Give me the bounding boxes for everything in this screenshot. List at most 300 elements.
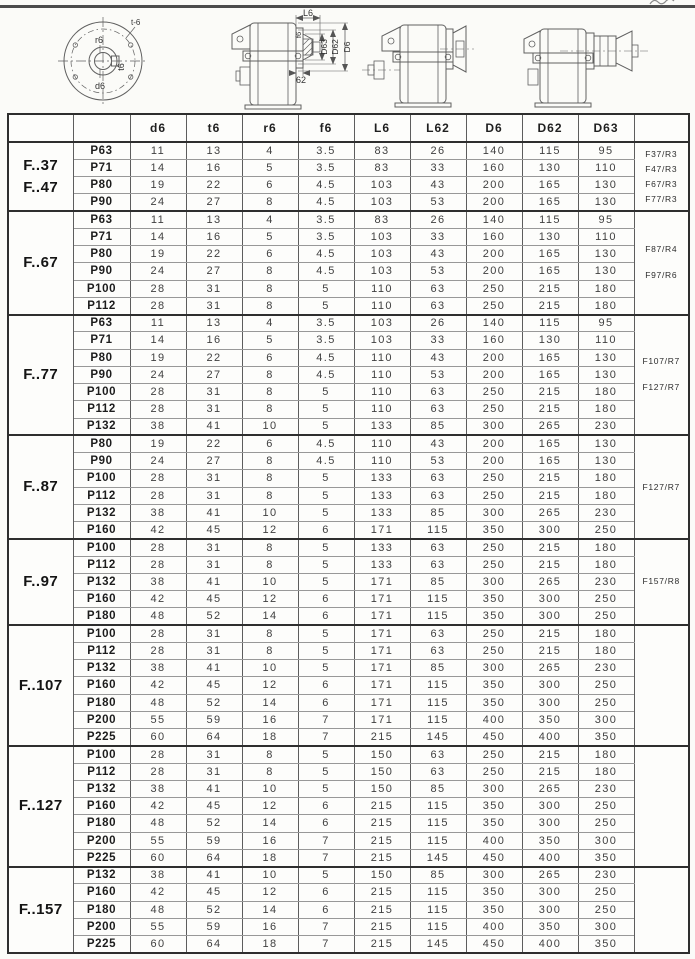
- dimension-value: 8: [242, 194, 298, 211]
- dimension-value: 48: [130, 694, 186, 711]
- table-row: [8, 901, 689, 918]
- dimension-value: 8: [242, 625, 298, 642]
- dimension-value: 215: [522, 746, 578, 763]
- table-row: [8, 194, 689, 211]
- dimension-value: 4.5: [298, 435, 354, 452]
- motor-size-label: P112: [73, 297, 130, 314]
- dimension-value: 28: [130, 487, 186, 504]
- flange-ref: F37/R3: [645, 148, 678, 159]
- dimension-value: 300: [522, 901, 578, 918]
- dimension-value: 26: [410, 211, 466, 228]
- table-row: [8, 729, 689, 746]
- dimension-value: 215: [522, 297, 578, 314]
- table-row: [8, 539, 689, 556]
- table-row: [8, 263, 689, 280]
- table-row: [8, 884, 689, 901]
- dimension-value: 350: [522, 832, 578, 849]
- dimension-table-wrap: [7, 113, 688, 954]
- dimension-value: 59: [186, 832, 242, 849]
- group-label: [8, 315, 73, 436]
- dimension-value: 350: [522, 711, 578, 728]
- motor-size-label: P225: [73, 849, 130, 866]
- motor-size-label: P71: [73, 228, 130, 245]
- motor-size-label: P90: [73, 366, 130, 383]
- dimension-value: 115: [410, 901, 466, 918]
- dimension-value: 6: [298, 591, 354, 608]
- flange-ref: F97/R6: [645, 270, 678, 281]
- dimension-value: 53: [410, 194, 466, 211]
- dimension-value: 6: [298, 798, 354, 815]
- dimension-value: 350: [466, 677, 522, 694]
- table-row: [8, 228, 689, 245]
- dimension-value: 250: [466, 746, 522, 763]
- dimension-value: 11: [130, 315, 186, 332]
- dimension-value: 130: [578, 246, 634, 263]
- motor-size-label: P132: [73, 867, 130, 884]
- dimension-value: 63: [410, 297, 466, 314]
- dimension-value: 27: [186, 194, 242, 211]
- dimension-value: 180: [578, 401, 634, 418]
- dimension-value: 8: [242, 556, 298, 573]
- dimension-value: 103: [354, 177, 410, 194]
- column-header: f6: [298, 114, 354, 142]
- dimension-value: 171: [354, 573, 410, 590]
- table-row: [8, 522, 689, 539]
- dimension-value: 6: [298, 677, 354, 694]
- dimension-value: 31: [186, 746, 242, 763]
- dimension-value: 5: [298, 401, 354, 418]
- dimension-value: 4: [242, 315, 298, 332]
- dimension-value: 130: [578, 349, 634, 366]
- dimension-value: 31: [186, 642, 242, 659]
- dimension-value: 59: [186, 918, 242, 935]
- dimension-value: 53: [410, 263, 466, 280]
- motor-size-label: P112: [73, 763, 130, 780]
- dimension-value: 18: [242, 849, 298, 866]
- dim-label-d63: D63: [319, 39, 329, 55]
- dimension-value: 38: [130, 573, 186, 590]
- motor-size-label: P160: [73, 884, 130, 901]
- motor-size-label: P180: [73, 901, 130, 918]
- dimension-value: 130: [578, 435, 634, 452]
- dimension-value: 160: [466, 332, 522, 349]
- dimension-value: 250: [466, 642, 522, 659]
- dimension-value: 165: [522, 453, 578, 470]
- dimension-value: 8: [242, 453, 298, 470]
- dimension-value: 171: [354, 522, 410, 539]
- group-label-line: F..67: [23, 253, 59, 271]
- table-row: [8, 815, 689, 832]
- dimension-value: 6: [242, 177, 298, 194]
- dimension-value: 150: [354, 763, 410, 780]
- dimension-value: 4.5: [298, 349, 354, 366]
- dimension-value: 250: [466, 539, 522, 556]
- dimension-value: 63: [410, 487, 466, 504]
- dimension-value: 5: [298, 504, 354, 521]
- dimension-value: 110: [354, 366, 410, 383]
- dimension-value: 28: [130, 280, 186, 297]
- dimension-value: 250: [466, 763, 522, 780]
- flange-ref: F127/R7: [642, 382, 680, 393]
- dimension-value: 215: [522, 401, 578, 418]
- dimension-value: 250: [466, 625, 522, 642]
- motor-size-label: P160: [73, 591, 130, 608]
- dimension-value: 5: [242, 228, 298, 245]
- dimension-value: 165: [522, 435, 578, 452]
- dimension-value: 115: [410, 591, 466, 608]
- dimension-value: 200: [466, 366, 522, 383]
- dimension-value: 53: [410, 366, 466, 383]
- flange-label-r6: r6: [95, 35, 104, 45]
- dimension-value: 12: [242, 798, 298, 815]
- dimension-value: 41: [186, 504, 242, 521]
- dimension-value: 28: [130, 297, 186, 314]
- flange-ref-list: [634, 142, 689, 211]
- dimension-value: 265: [522, 780, 578, 797]
- dimension-value: 110: [578, 332, 634, 349]
- dimension-value: 350: [578, 729, 634, 746]
- table-row: [8, 677, 689, 694]
- dimension-value: 265: [522, 504, 578, 521]
- dimension-value: 64: [186, 729, 242, 746]
- dimension-value: 16: [242, 918, 298, 935]
- dimension-value: 180: [578, 470, 634, 487]
- column-header: [73, 114, 130, 142]
- dimension-value: 63: [410, 470, 466, 487]
- dimension-value: 63: [410, 401, 466, 418]
- dimension-value: 3.5: [298, 159, 354, 176]
- dimension-value: 5: [298, 539, 354, 556]
- dimension-value: 300: [522, 884, 578, 901]
- dimension-value: 11: [130, 142, 186, 159]
- dimension-value: 350: [466, 591, 522, 608]
- dimension-value: 265: [522, 418, 578, 435]
- dimension-value: 171: [354, 711, 410, 728]
- dimension-value: 133: [354, 504, 410, 521]
- table-row: [8, 660, 689, 677]
- dimension-value: 6: [298, 884, 354, 901]
- dimension-value: 14: [242, 694, 298, 711]
- table-row: [8, 418, 689, 435]
- dimension-value: 31: [186, 763, 242, 780]
- dimension-value: 140: [466, 211, 522, 228]
- dimension-value: 180: [578, 746, 634, 763]
- dimension-value: 8: [242, 746, 298, 763]
- dimension-value: 85: [410, 573, 466, 590]
- dimension-value: 63: [410, 763, 466, 780]
- motor-size-label: P132: [73, 504, 130, 521]
- dimension-value: 150: [354, 780, 410, 797]
- dimension-value: 250: [466, 384, 522, 401]
- dimension-value: 3.5: [298, 211, 354, 228]
- dimension-value: 10: [242, 418, 298, 435]
- table-row: [8, 763, 689, 780]
- dimension-value: 16: [186, 159, 242, 176]
- dimension-value: 215: [354, 815, 410, 832]
- dimension-value: 400: [522, 936, 578, 954]
- column-header: L6: [354, 114, 410, 142]
- dimension-value: 14: [130, 159, 186, 176]
- dimension-value: 5: [298, 556, 354, 573]
- dimension-value: 14: [242, 901, 298, 918]
- dimension-value: 103: [354, 263, 410, 280]
- dimension-value: 4.5: [298, 246, 354, 263]
- dimension-value: 171: [354, 677, 410, 694]
- dimension-value: 350: [522, 918, 578, 935]
- dimension-value: 45: [186, 522, 242, 539]
- dimension-value: 41: [186, 780, 242, 797]
- dimension-value: 14: [130, 228, 186, 245]
- motor-size-label: P132: [73, 660, 130, 677]
- table-row: [8, 487, 689, 504]
- dimension-value: 31: [186, 539, 242, 556]
- flange-ref: F87/R4: [645, 244, 678, 255]
- motor-size-label: P225: [73, 936, 130, 954]
- motor-size-label: P100: [73, 625, 130, 642]
- motor-size-label: P80: [73, 435, 130, 452]
- dimension-value: 52: [186, 815, 242, 832]
- motor-size-label: P90: [73, 194, 130, 211]
- table-row: [8, 642, 689, 659]
- table-row: [8, 297, 689, 314]
- table-row: [8, 918, 689, 935]
- dimension-value: 180: [578, 642, 634, 659]
- dimension-value: 165: [522, 366, 578, 383]
- dimension-value: 400: [522, 729, 578, 746]
- dimension-value: 215: [522, 384, 578, 401]
- dimension-value: 19: [130, 177, 186, 194]
- dimension-value: 22: [186, 435, 242, 452]
- dimension-value: 130: [578, 453, 634, 470]
- flange-front-view-drawing: [58, 17, 148, 105]
- dimension-value: 12: [242, 884, 298, 901]
- dimension-value: 115: [410, 798, 466, 815]
- dimension-value: 42: [130, 591, 186, 608]
- dimension-value: 63: [410, 556, 466, 573]
- motor-size-label: P180: [73, 815, 130, 832]
- dimension-value: 43: [410, 177, 466, 194]
- dimension-value: 110: [354, 384, 410, 401]
- dimension-value: 28: [130, 539, 186, 556]
- motor-size-label: P112: [73, 401, 130, 418]
- dimension-value: 31: [186, 297, 242, 314]
- dimension-value: 110: [354, 435, 410, 452]
- dimension-value: 43: [410, 349, 466, 366]
- table-row: [8, 177, 689, 194]
- dimension-value: 215: [522, 539, 578, 556]
- dimension-value: 10: [242, 573, 298, 590]
- dimension-value: 38: [130, 867, 186, 884]
- flange-ref: F107/R7: [642, 356, 680, 367]
- motor-size-label: P90: [73, 453, 130, 470]
- dimension-value: 350: [466, 694, 522, 711]
- dimension-value: 215: [354, 832, 410, 849]
- dimension-value: 215: [522, 280, 578, 297]
- dimension-value: 52: [186, 901, 242, 918]
- dimension-value: 33: [410, 332, 466, 349]
- motor-size-label: P225: [73, 729, 130, 746]
- dimension-value: 41: [186, 867, 242, 884]
- dimension-value: 55: [130, 918, 186, 935]
- dimension-value: 450: [466, 729, 522, 746]
- dimension-value: 27: [186, 263, 242, 280]
- dimension-value: 64: [186, 849, 242, 866]
- dimension-value: 85: [410, 780, 466, 797]
- dimension-value: 300: [522, 522, 578, 539]
- dimension-value: 83: [354, 211, 410, 228]
- dimension-value: 28: [130, 556, 186, 573]
- dimension-value: 115: [410, 815, 466, 832]
- dimension-value: 5: [298, 746, 354, 763]
- dimension-value: 133: [354, 418, 410, 435]
- dimension-value: 300: [522, 591, 578, 608]
- group-label-line: F..97: [23, 573, 59, 590]
- group-label: [8, 746, 73, 867]
- motor-size-label: P200: [73, 918, 130, 935]
- dimension-value: 450: [466, 936, 522, 954]
- dim-label-d62: D62: [330, 39, 340, 55]
- dimension-value: 230: [578, 660, 634, 677]
- dimension-value: 133: [354, 487, 410, 504]
- column-header: D62: [522, 114, 578, 142]
- dim-label-l6: L6: [302, 9, 314, 18]
- dimension-value: 4.5: [298, 453, 354, 470]
- dimension-value: 59: [186, 711, 242, 728]
- motor-size-label: P160: [73, 522, 130, 539]
- dimension-value: 4.5: [298, 194, 354, 211]
- dimension-value: 6: [242, 435, 298, 452]
- dimension-value: 200: [466, 435, 522, 452]
- dimension-value: 60: [130, 936, 186, 954]
- dim-label-l62: 62: [295, 75, 307, 85]
- dimension-value: 5: [298, 384, 354, 401]
- motor-size-label: P63: [73, 211, 130, 228]
- dimension-value: 115: [410, 522, 466, 539]
- dimension-value: 103: [354, 332, 410, 349]
- dimension-value: 180: [578, 556, 634, 573]
- dimension-value: 28: [130, 384, 186, 401]
- table-row: [8, 211, 689, 228]
- dimension-value: 8: [242, 297, 298, 314]
- dimension-value: 31: [186, 625, 242, 642]
- dimension-value: 4.5: [298, 263, 354, 280]
- dimension-value: 250: [466, 297, 522, 314]
- dimension-value: 200: [466, 349, 522, 366]
- dimension-value: 215: [522, 556, 578, 573]
- dimension-value: 7: [298, 729, 354, 746]
- dimension-value: 95: [578, 142, 634, 159]
- dimension-value: 18: [242, 936, 298, 954]
- dimension-value: 230: [578, 780, 634, 797]
- dimension-value: 215: [354, 729, 410, 746]
- dimension-value: 83: [354, 142, 410, 159]
- dimension-value: 45: [186, 884, 242, 901]
- dimension-value: 130: [578, 177, 634, 194]
- dimension-value: 42: [130, 522, 186, 539]
- dimension-value: 5: [298, 763, 354, 780]
- dimension-value: 300: [466, 418, 522, 435]
- column-header: t6: [186, 114, 242, 142]
- column-header: [8, 114, 73, 142]
- table-row: [8, 470, 689, 487]
- flange-callout-label: t-6: [131, 18, 141, 27]
- table-row: [8, 746, 689, 763]
- dimension-value: 110: [354, 349, 410, 366]
- dimension-value: 24: [130, 263, 186, 280]
- dimension-value: 38: [130, 504, 186, 521]
- dimension-value: 300: [466, 504, 522, 521]
- dimension-value: 350: [466, 901, 522, 918]
- column-header: r6: [242, 114, 298, 142]
- dimension-value: 63: [410, 625, 466, 642]
- dimension-value: 45: [186, 677, 242, 694]
- dimension-value: 31: [186, 470, 242, 487]
- dimension-value: 53: [410, 453, 466, 470]
- dimension-value: 130: [522, 159, 578, 176]
- dimension-value: 103: [354, 246, 410, 263]
- dimension-value: 3.5: [298, 332, 354, 349]
- motor-size-label: P63: [73, 315, 130, 332]
- dimension-value: 10: [242, 780, 298, 797]
- dimension-value: 110: [354, 297, 410, 314]
- motor-size-label: P132: [73, 780, 130, 797]
- dimension-value: 115: [522, 211, 578, 228]
- dimension-value: 150: [354, 867, 410, 884]
- table-row: [8, 159, 689, 176]
- dimension-value: 85: [410, 504, 466, 521]
- dimension-value: 31: [186, 556, 242, 573]
- dimension-value: 230: [578, 418, 634, 435]
- dimension-value: 95: [578, 315, 634, 332]
- dimension-value: 8: [242, 642, 298, 659]
- dimension-value: 22: [186, 177, 242, 194]
- dimension-value: 115: [522, 315, 578, 332]
- dimension-value: 8: [242, 263, 298, 280]
- dimension-value: 38: [130, 418, 186, 435]
- motor-size-label: P132: [73, 573, 130, 590]
- dimension-value: 26: [410, 142, 466, 159]
- table-row: [8, 573, 689, 590]
- dimension-value: 4: [242, 211, 298, 228]
- motor-size-label: P132: [73, 418, 130, 435]
- dimension-value: 200: [466, 263, 522, 280]
- dimension-value: 115: [410, 711, 466, 728]
- motor-size-label: P100: [73, 280, 130, 297]
- page-top-rule: [0, 5, 695, 8]
- dimension-value: 110: [578, 159, 634, 176]
- table-row: [8, 142, 689, 159]
- dimension-value: 38: [130, 660, 186, 677]
- dimension-value: 145: [410, 849, 466, 866]
- table-row: [8, 315, 689, 332]
- dimension-value: 165: [522, 263, 578, 280]
- dimension-value: 250: [578, 694, 634, 711]
- cropped-page-header-mark: [648, 0, 680, 5]
- dimension-value: 63: [410, 746, 466, 763]
- dimension-value: 450: [466, 849, 522, 866]
- dimension-value: 33: [410, 159, 466, 176]
- dimension-value: 250: [578, 522, 634, 539]
- dimension-value: 85: [410, 660, 466, 677]
- dimension-value: 24: [130, 453, 186, 470]
- dimension-value: 6: [242, 246, 298, 263]
- motor-size-label: P160: [73, 677, 130, 694]
- dimension-value: 19: [130, 349, 186, 366]
- group-label: [8, 539, 73, 625]
- dimension-value: 130: [522, 332, 578, 349]
- dimension-value: 19: [130, 435, 186, 452]
- dimension-value: 145: [410, 936, 466, 954]
